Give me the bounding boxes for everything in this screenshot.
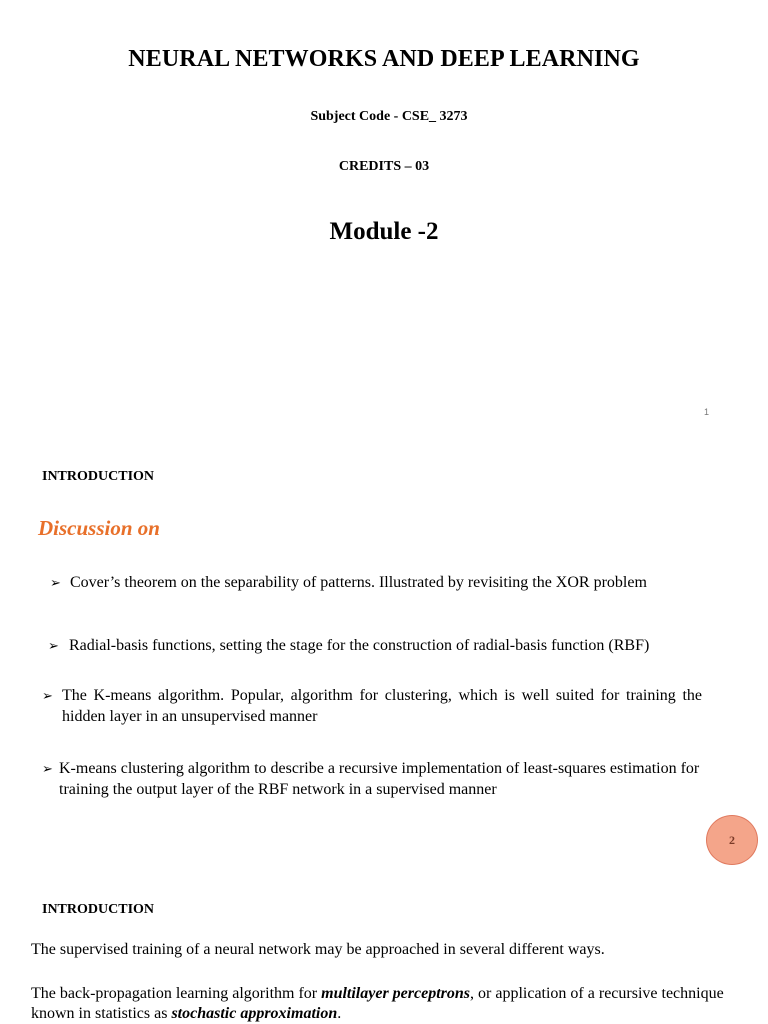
paragraph-text: . (337, 1005, 342, 1022)
arrow-bullet-icon: ➢ (50, 575, 61, 590)
section-heading: INTRODUCTION (42, 469, 155, 484)
arrow-bullet-icon: ➢ (48, 638, 59, 653)
emphasis-term: multilayer perceptrons (321, 985, 471, 1002)
page-number: 1 (704, 407, 710, 417)
course-title: NEURAL NETWORKS AND DEEP LEARNING (128, 46, 640, 72)
bullet-text: Cover’s theorem on the separability of patterns. Illustrated by revisiting the XOR problem (70, 574, 647, 591)
subject-code: Subject Code - CSE_ 3273 (310, 109, 468, 124)
arrow-bullet-icon: ➢ (42, 688, 53, 703)
paragraph (31, 984, 731, 1024)
bullet-text: K-means clustering algorithm to describe a recursive implementation of least-squares estimation for training the output layer of the RBF network in a supervised manner (59, 760, 700, 798)
bullet-item (42, 685, 702, 727)
arrow-bullet-icon: ➢ (42, 761, 53, 776)
bullet-item (48, 635, 728, 656)
module-title: Module -2 (329, 218, 439, 245)
paragraph: The supervised training of a neural network may be approached in several different ways. (31, 941, 605, 958)
bullet-text: The K-means algorithm. Popular, algorithm for clustering, which is well suited for training the hidden layer in an unsupervised manner (62, 687, 702, 725)
bullet-text: Radial-basis functions, setting the stage for the construction of radial-basis function (RBF) (69, 637, 650, 654)
credits: CREDITS – 03 (338, 159, 430, 174)
bullet-item (50, 572, 670, 593)
section-heading: INTRODUCTION (42, 902, 155, 917)
paragraph-text: , or application of a recursive technique known in statistics as (31, 985, 724, 1022)
paragraph-text: The back-propagation learning algorithm for (31, 985, 322, 1002)
discussion-heading: Discussion on (38, 516, 160, 540)
bullet-item (42, 758, 702, 800)
emphasis-term: stochastic approximation (171, 1005, 338, 1022)
page-number-badge: 2 (706, 815, 758, 865)
